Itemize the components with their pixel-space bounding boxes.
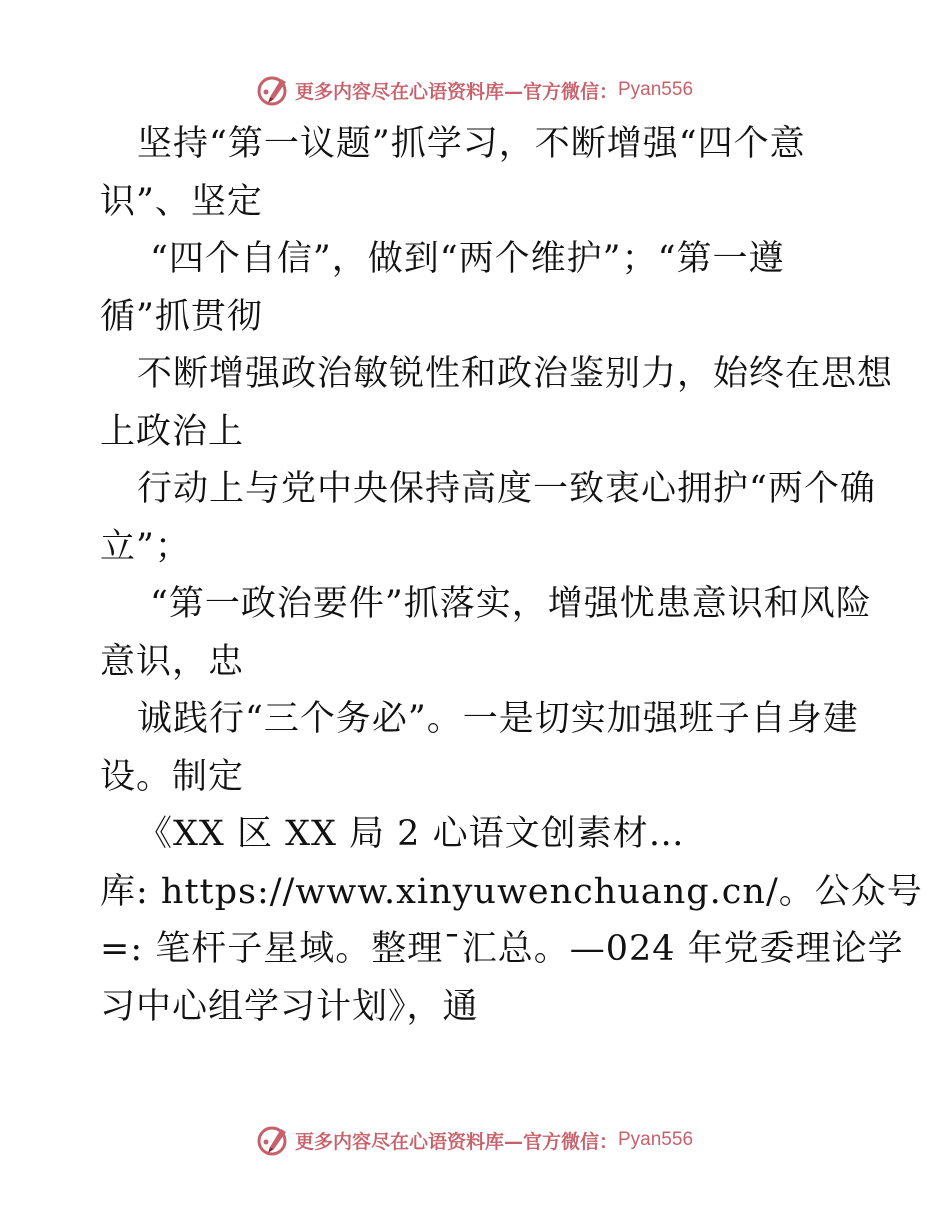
body-line-14: 库: https://www.xinyuwenchuang.cn/。公众号	[100, 871, 923, 912]
body-line-8: 立”；	[100, 526, 191, 567]
pen-nib-logo-icon	[257, 1123, 291, 1157]
body-line-11: 诚践行“三个务必”。一是切实加强班子自身建	[137, 699, 859, 739]
document-body	[100, 116, 923, 1036]
body-line-12: 设。制定	[100, 756, 245, 797]
pen-nib-logo-icon	[257, 73, 291, 107]
header-banner-text: 更多内容尽在心语资料库—官方微信：	[294, 80, 618, 103]
body-line-3: “四个自信”，做到“两个维护”；“第一遵	[150, 239, 785, 279]
footer-banner	[0, 1120, 950, 1160]
footer-banner-contact: Pyan556	[618, 1129, 694, 1150]
body-line-2: 识”、坚定	[100, 181, 263, 222]
header-banner-contact: Pyan556	[618, 79, 694, 100]
body-line-16: 习中心组学习计划》，通	[100, 986, 479, 1027]
header-banner	[0, 70, 950, 110]
body-line-15: =: 笔杆子星域。整理¯汇总。—024 年党委理论学	[100, 929, 904, 969]
body-line-7: 行动上与党中央保持高度一致衷心拥护“两个确	[137, 469, 876, 509]
body-line-6: 上政治上	[100, 411, 245, 452]
body-line-1: 坚持“第一议题”抓学习，不断增强“四个意	[137, 124, 806, 164]
footer-banner-text: 更多内容尽在心语资料库—官方微信：	[294, 1130, 618, 1153]
body-line-13: 《XX 区 XX 局 2 心语文创素材…	[137, 814, 685, 854]
body-line-10: 意识，忠	[100, 641, 245, 682]
body-line-4: 循”抓贯彻	[100, 296, 263, 337]
body-line-5: 不断增强政治敏锐性和政治鉴别力，始终在思想	[137, 354, 894, 394]
body-line-9: “第一政治要件”抓落实，增强忧患意识和风险	[150, 584, 872, 624]
